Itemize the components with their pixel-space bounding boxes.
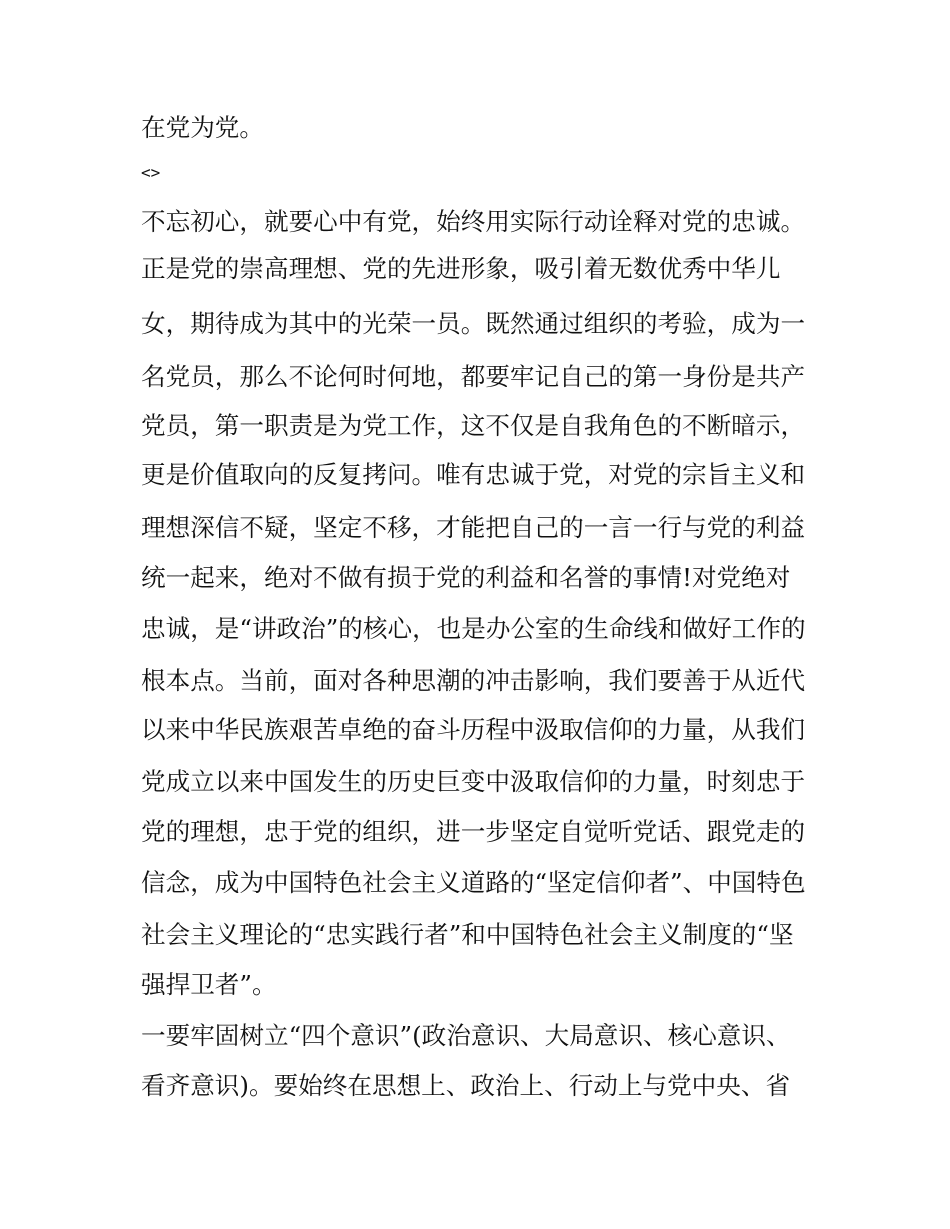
paragraph-line: 党的理想，忠于党的组织，进一步坚定自觉听党话、跟党走的 xyxy=(141,817,806,846)
paragraph-line: 女，期待成为其中的光荣一员。既然通过组织的考验，成为一 xyxy=(141,309,806,338)
paragraph-line: 一要牢固树立“四个意识”(政治意识、大局意识、核心意识、 xyxy=(141,1021,791,1050)
paragraph-line: 党成立以来中国发生的历史巨变中汲取信仰的力量，时刻忠于 xyxy=(141,767,806,796)
paragraph-line: 更是价值取向的反复拷问。唯有忠诚于党，对党的宗旨主义和 xyxy=(141,460,806,489)
paragraph-line: 社会主义理论的“忠实践行者”和中国特色社会主义制度的“坚 xyxy=(141,920,794,949)
paragraph-line: 理想深信不疑，坚定不移，才能把自己的一言一行与党的利益 xyxy=(141,513,806,542)
paragraph-line: 根本点。当前，面对各种思潮的冲击影响，我们要善于从近代 xyxy=(141,666,806,695)
paragraph-line: 忠诚，是“讲政治”的核心，也是办公室的生命线和做好工作的 xyxy=(141,614,806,643)
paragraph-line: 看齐意识)。要始终在思想上、政治上、行动上与党中央、省 xyxy=(141,1071,791,1100)
paragraph-line: 统一起来，绝对不做有损于党的利益和名誉的事情!对党绝对 xyxy=(141,563,791,592)
placeholder-marker: <> xyxy=(141,163,161,182)
paragraph-line: 强捍卫者”。 xyxy=(141,970,277,999)
paragraph-line: 不忘初心，就要心中有党，始终用实际行动诠释对党的忠诚。 xyxy=(141,207,806,236)
paragraph-line: 以来中华民族艰苦卓绝的奋斗历程中汲取信仰的力量，从我们 xyxy=(141,715,806,744)
paragraph-line: 信念，成为中国特色社会主义道路的“坚定信仰者”、中国特色 xyxy=(141,868,806,897)
paragraph-line: 党员，第一职责是为党工作，这不仅是自我角色的不断暗示， xyxy=(141,411,806,440)
paragraph-line: 正是党的崇高理想、党的先进形象，吸引着无数优秀中华儿 xyxy=(141,254,781,283)
intro-line: 在党为党。 xyxy=(141,113,264,142)
paragraph-line: 名党员，那么不论何时何地，都要牢记自己的第一身份是共产 xyxy=(141,362,806,391)
